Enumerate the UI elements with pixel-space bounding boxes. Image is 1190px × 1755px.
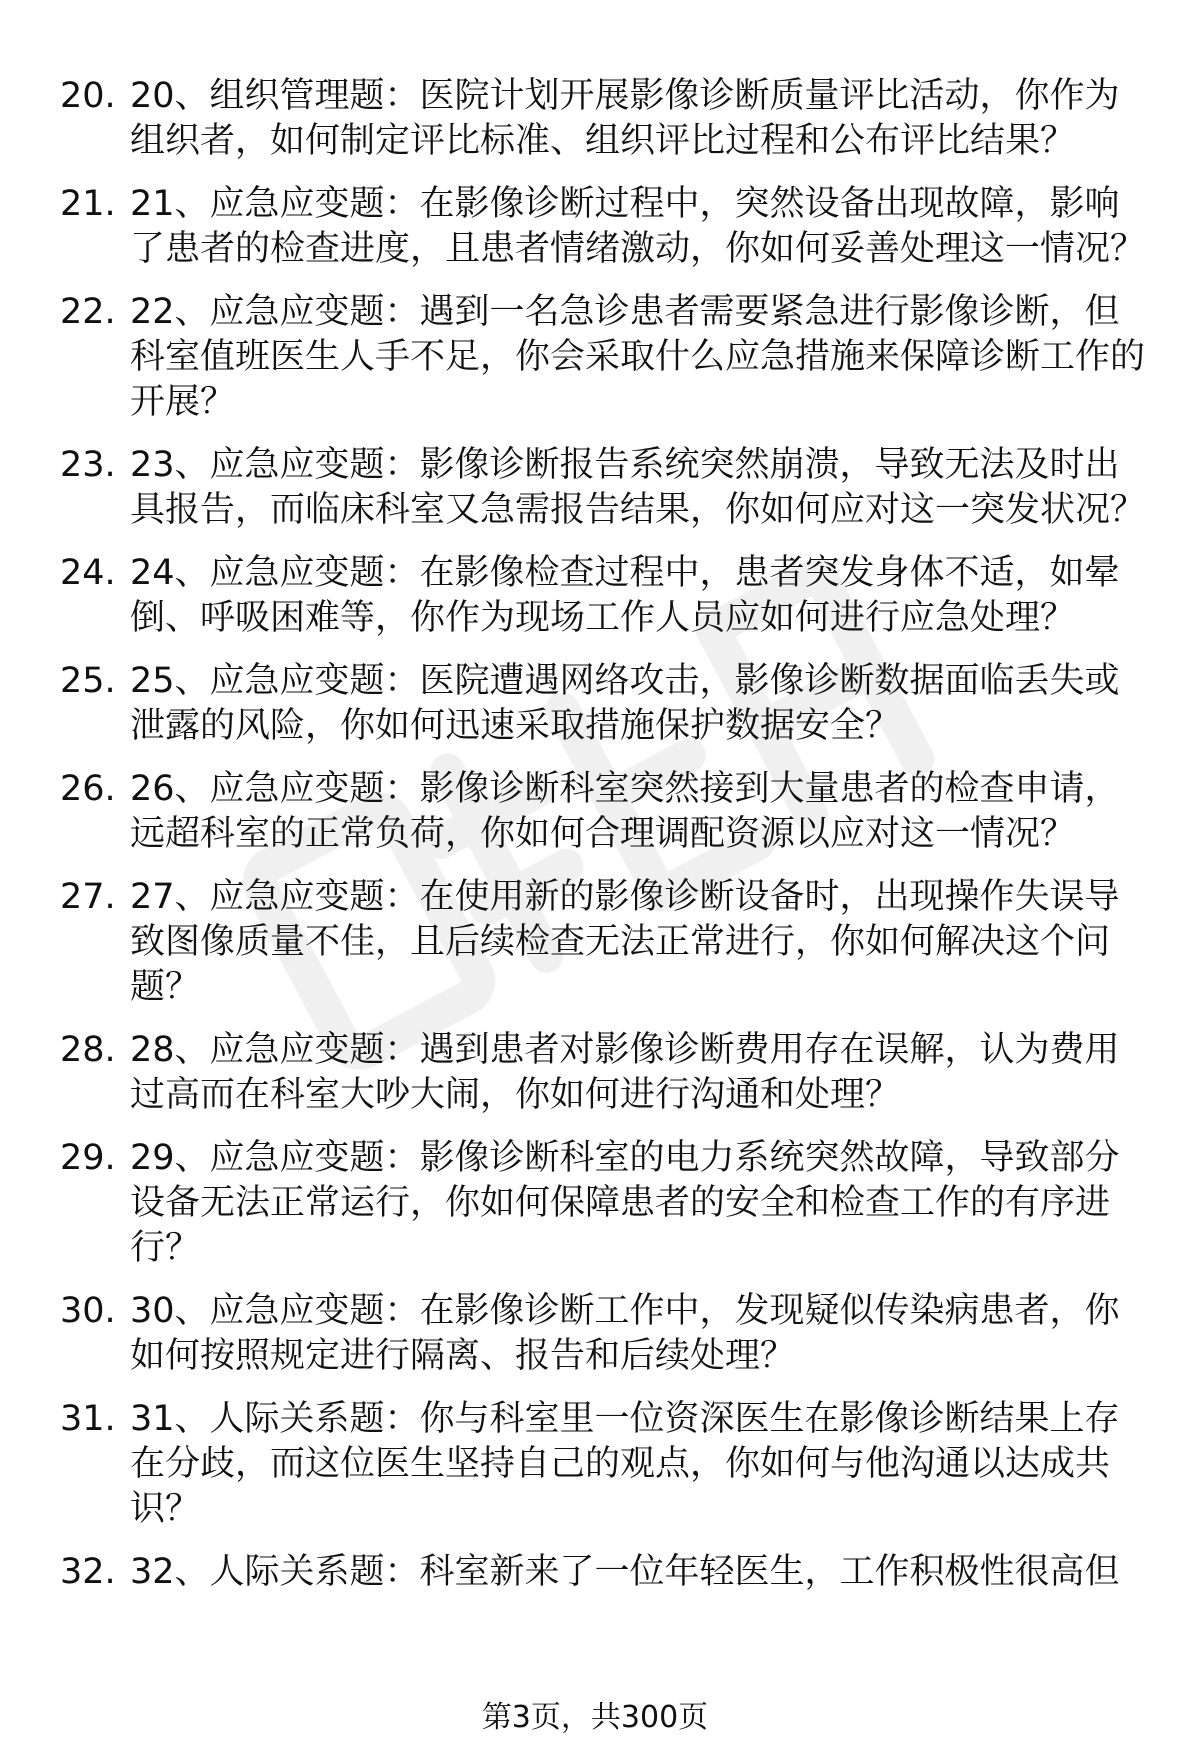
question-item-29 bbox=[60, 1136, 1150, 1271]
question-number: 30. bbox=[60, 1291, 116, 1331]
question-text: 27、应急应变题：在使用新的影像诊断设备时，出现操作失误导致图像质量不佳，且后续检查无法正常进行，你如何解决这个问题？ bbox=[130, 877, 1120, 1007]
question-text: 20、组织管理题：医院计划开展影像诊断质量评比活动，你作为组织者，如何制定评比标准、组织评比过程和公布评比结果？ bbox=[130, 76, 1120, 161]
question-item-24 bbox=[60, 551, 1150, 641]
question-item-31 bbox=[60, 1397, 1150, 1532]
question-number: 23. bbox=[60, 445, 116, 485]
question-number: 24. bbox=[60, 553, 116, 593]
question-item-21 bbox=[60, 182, 1150, 272]
question-text: 24、应急应变题：在影像检查过程中，患者突发身体不适，如晕倒、呼吸困难等，你作为现场工作人员应如何进行应急处理？ bbox=[130, 553, 1120, 638]
question-number: 22. bbox=[60, 292, 116, 332]
question-item-20 bbox=[60, 74, 1150, 164]
question-number: 25. bbox=[60, 661, 116, 701]
question-item-32 bbox=[60, 1550, 1150, 1595]
question-text: 31、人际关系题：你与科室里一位资深医生在影像诊断结果上存在分歧，而这位医生坚持自己的观点，你如何与他沟通以达成共识？ bbox=[130, 1399, 1120, 1529]
question-number: 20. bbox=[60, 76, 116, 116]
question-text: 21、应急应变题：在影像诊断过程中，突然设备出现故障，影响了患者的检查进度，且患者情绪激动，你如何妥善处理这一情况？ bbox=[130, 184, 1146, 269]
page-footer bbox=[0, 1700, 1190, 1736]
question-item-22 bbox=[60, 290, 1150, 425]
question-item-27 bbox=[60, 875, 1150, 1010]
question-number: 21. bbox=[60, 184, 116, 224]
question-number: 31. bbox=[60, 1399, 116, 1439]
question-item-30 bbox=[60, 1289, 1150, 1379]
question-number: 26. bbox=[60, 769, 116, 809]
page-number-label: 第3页，共300页 bbox=[481, 1700, 709, 1735]
question-text: 32、人际关系题：科室新来了一位年轻医生，工作积极性很高但 bbox=[130, 1552, 1120, 1592]
question-text: 29、应急应变题：影像诊断科室的电力系统突然故障，导致部分设备无法正常运行，你如何保障患者的安全和检查工作的有序进行？ bbox=[130, 1138, 1120, 1268]
question-number: 27. bbox=[60, 877, 116, 917]
question-number: 28. bbox=[60, 1030, 116, 1070]
question-number: 32. bbox=[60, 1552, 116, 1592]
question-number: 29. bbox=[60, 1138, 116, 1178]
question-item-23 bbox=[60, 443, 1150, 533]
question-text: 26、应急应变题：影像诊断科室突然接到大量患者的检查申请，远超科室的正常负荷，你如何合理调配资源以应对这一情况？ bbox=[130, 769, 1120, 854]
question-item-25 bbox=[60, 659, 1150, 749]
question-text: 25、应急应变题：医院遭遇网络攻击，影像诊断数据面临丢失或泄露的风险，你如何迅速采取措施保护数据安全？ bbox=[130, 661, 1120, 746]
question-text: 22、应急应变题：遇到一名急诊患者需要紧急进行影像诊断，但科室值班医生人手不足，你会采取什么应急措施来保障诊断工作的开展？ bbox=[130, 292, 1146, 422]
question-item-28 bbox=[60, 1028, 1150, 1118]
question-text: 23、应急应变题：影像诊断报告系统突然崩溃，导致无法及时出具报告，而临床科室又急需报告结果，你如何应对这一突发状况？ bbox=[130, 445, 1146, 530]
question-text: 28、应急应变题：遇到患者对影像诊断费用存在误解，认为费用过高而在科室大吵大闹，你如何进行沟通和处理？ bbox=[130, 1030, 1120, 1115]
question-item-26 bbox=[60, 767, 1150, 857]
question-list bbox=[60, 74, 1150, 1613]
question-text: 30、应急应变题：在影像诊断工作中，发现疑似传染病患者，你如何按照规定进行隔离、报告和后续处理？ bbox=[130, 1291, 1120, 1376]
